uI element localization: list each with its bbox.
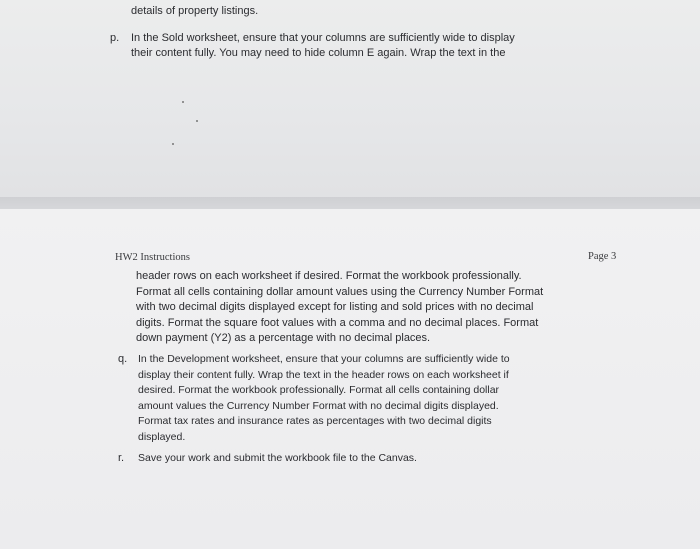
item-p-line: In the Sold worksheet, ensure that your columns are sufficiently wide to display [131, 32, 515, 44]
continued-text-line: digits. Format the square foot values with a comma and no decimal places. Format [136, 316, 539, 329]
running-header-title: HW2 Instructions [115, 252, 190, 263]
pen-mark [182, 101, 184, 103]
item-q-line: displayed. [138, 430, 186, 443]
item-q-line: Format tax rates and insurance rates as percentages with two decimal digits [138, 415, 492, 427]
continued-text-line: down payment (Y2) as a percentage with no decimal places. [136, 332, 431, 344]
item-q-line: In the Development worksheet, ensure that your columns are sufficiently wide to [138, 353, 510, 365]
page-number: Page 3 [588, 251, 617, 262]
page-top-portion [0, 0, 700, 197]
pen-mark [172, 143, 174, 145]
previous-text-line: details of property listings. [131, 5, 259, 17]
pen-mark [196, 120, 198, 122]
continued-text-line: with two decimal digits displayed except for listing and sold prices with no decimal [136, 301, 534, 313]
item-q-line: amount values the Currency Number Format with no decimal digits displayed. [138, 399, 499, 412]
item-r-marker: r. [118, 452, 125, 464]
item-q-line: desired. Format the workbook professionally. Format all cells containing dollar [138, 384, 500, 396]
item-r-text: Save your work and submit the workbook file to the Canvas. [138, 452, 417, 464]
page-break [0, 197, 700, 209]
item-q-marker: q. [118, 353, 128, 365]
item-p-line: their content fully. You may need to hide column E again. Wrap the text in the [131, 47, 506, 59]
item-p-marker: p. [110, 32, 120, 44]
continued-text-line: header rows on each worksheet if desired. Format the workbook professionally. [136, 270, 522, 282]
continued-text-line: Format all cells containing dollar amount values using the Currency Number Format [136, 285, 544, 298]
item-q-line: display their content fully. Wrap the text in the header rows on each worksheet if [138, 368, 509, 381]
